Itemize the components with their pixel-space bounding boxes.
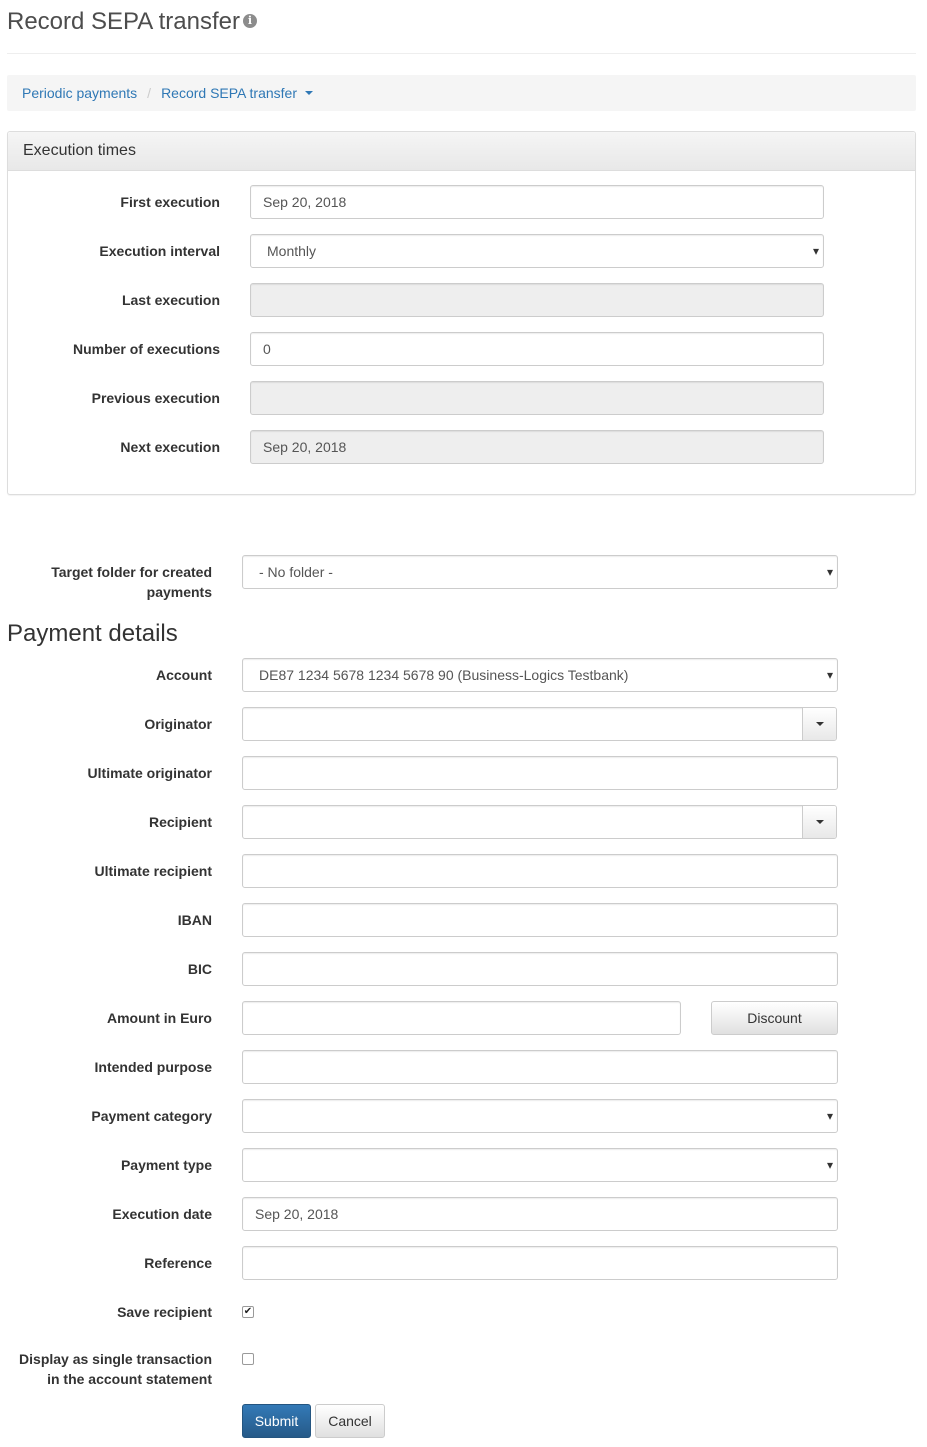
- originator-dropdown-button[interactable]: [802, 708, 836, 740]
- payment-type-select[interactable]: [242, 1148, 838, 1182]
- bic-label: BIC: [187, 961, 212, 977]
- breadcrumb-record-sepa-transfer[interactable]: [161, 85, 313, 101]
- single-transaction-label-line1: Display as single transaction: [19, 1351, 212, 1367]
- execution-date-label: Execution date: [112, 1206, 212, 1222]
- payment-type-label: Payment type: [120, 1157, 212, 1173]
- iban-input[interactable]: [242, 903, 838, 937]
- account-select[interactable]: DE87 1234 5678 1234 5678 90 (Business-Logics Testbank) ▾: [242, 658, 838, 692]
- execution-date-input[interactable]: Sep 20, 2018: [242, 1197, 838, 1231]
- first-execution-input[interactable]: Sep 20, 2018: [250, 185, 824, 219]
- previous-execution-field: [250, 381, 824, 415]
- breadcrumb-periodic-payments[interactable]: Periodic payments: [22, 85, 138, 101]
- discount-button[interactable]: Discount: [711, 1001, 838, 1035]
- first-execution-label: First execution: [120, 194, 220, 210]
- intended-purpose-input[interactable]: [242, 1050, 838, 1084]
- chevron-down-icon: [305, 91, 313, 95]
- save-recipient-label: Save recipient: [117, 1304, 212, 1320]
- execution-interval-select[interactable]: Monthly ▾: [250, 234, 824, 268]
- ultimate-recipient-label: Ultimate recipient: [94, 863, 212, 879]
- target-folder-select[interactable]: - No folder - ▾: [242, 555, 838, 589]
- cancel-button[interactable]: Cancel: [315, 1404, 385, 1438]
- number-of-executions-label: Number of executions: [72, 341, 220, 357]
- reference-input[interactable]: [242, 1246, 838, 1280]
- recipient-label: Recipient: [148, 814, 212, 830]
- bic-input[interactable]: [242, 952, 838, 986]
- page-title: [7, 6, 257, 38]
- iban-label: IBAN: [177, 912, 212, 928]
- intended-purpose-label: Intended purpose: [94, 1059, 212, 1075]
- single-transaction-label: [12, 1349, 212, 1389]
- ultimate-recipient-input[interactable]: [242, 854, 838, 888]
- payment-category-select[interactable]: [242, 1099, 838, 1133]
- amount-label: Amount in Euro: [107, 1010, 212, 1026]
- target-folder-label-line1: Target folder for created: [51, 564, 212, 580]
- breadcrumb-current-label: Record SEPA transfer: [161, 85, 297, 101]
- page-title-text: Record SEPA transfer: [7, 8, 240, 35]
- payment-category-label: Payment category: [91, 1108, 212, 1124]
- title-divider: [7, 53, 916, 54]
- caret-down-icon: [816, 820, 824, 824]
- save-recipient-checkbox[interactable]: ✔: [243, 1306, 253, 1317]
- reference-label: Reference: [144, 1255, 212, 1271]
- execution-interval-label: Execution interval: [99, 243, 220, 259]
- breadcrumb: [7, 75, 916, 111]
- amount-input[interactable]: [242, 1001, 681, 1035]
- next-execution-field: Sep 20, 2018: [250, 430, 824, 464]
- breadcrumb-separator: /: [147, 85, 152, 101]
- single-transaction-label-line2: in the account statement: [47, 1371, 212, 1387]
- next-execution-label: Next execution: [120, 439, 220, 455]
- panel-heading: Execution times: [8, 132, 915, 171]
- recipient-combobox[interactable]: [242, 805, 837, 839]
- number-of-executions-input[interactable]: 0: [250, 332, 824, 366]
- submit-button[interactable]: Submit: [242, 1404, 311, 1438]
- last-execution-label: Last execution: [121, 292, 220, 308]
- target-folder-label: [12, 562, 212, 602]
- caret-down-icon: [816, 722, 824, 726]
- info-icon[interactable]: i: [243, 14, 257, 28]
- last-execution-field: [250, 283, 824, 317]
- ultimate-originator-label: Ultimate originator: [87, 765, 212, 781]
- ultimate-originator-input[interactable]: [242, 756, 838, 790]
- target-folder-label-line2: payments: [146, 584, 212, 600]
- single-transaction-checkbox[interactable]: [242, 1353, 254, 1365]
- payment-details-heading: Payment details: [7, 620, 178, 647]
- originator-combobox[interactable]: [242, 707, 837, 741]
- originator-label: Originator: [144, 716, 212, 732]
- previous-execution-label: Previous execution: [91, 390, 220, 406]
- account-label: Account: [156, 667, 212, 683]
- recipient-dropdown-button[interactable]: [802, 806, 836, 838]
